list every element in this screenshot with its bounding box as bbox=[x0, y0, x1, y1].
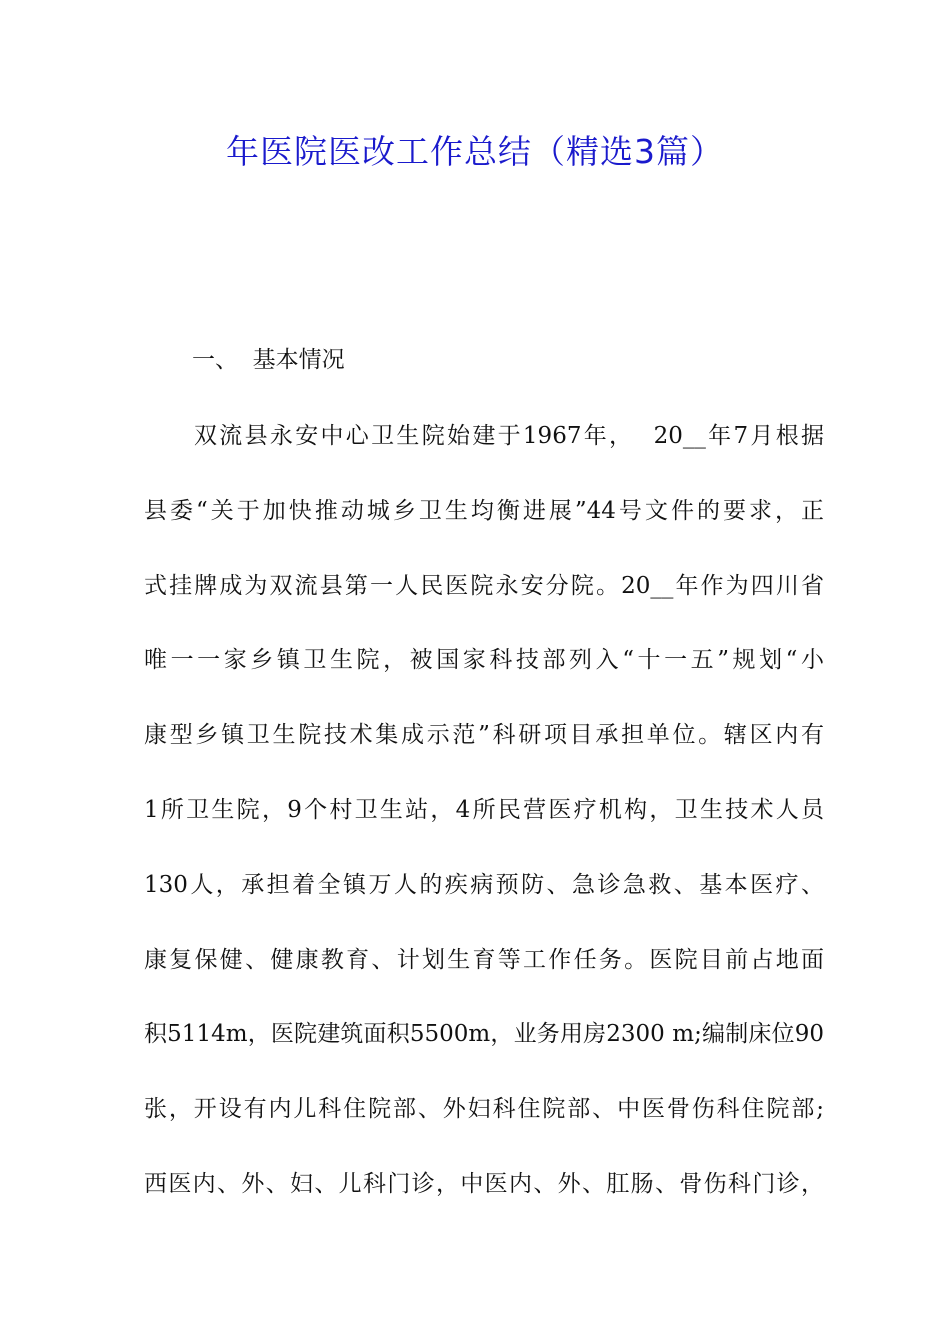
paragraph-line: 双流县永安中心卫生院始建于1967年， 20__年7月根据 bbox=[194, 423, 824, 449]
paragraph-line: 西医内、外、妇、儿科门诊，中医内、外、肛肠、骨伤科门诊， bbox=[144, 1170, 824, 1197]
paragraph-line: 康型乡镇卫生院技术集成示范”科研项目承担单位。辖区内有 bbox=[144, 722, 824, 749]
paragraph-line: 130人，承担着全镇万人的疾病预防、急诊急救、基本医疗、 bbox=[144, 871, 824, 898]
paragraph-line: 式挂牌成为双流县第一人民医院永安分院。20__年作为四川省 bbox=[144, 572, 824, 599]
paragraph-body bbox=[144, 416, 824, 1239]
document-title: 年医院医改工作总结（精选3篇） bbox=[226, 132, 724, 171]
paragraph-line: 1所卫生院，9个村卫生站，4所民营医疗机构，卫生技术人员 bbox=[144, 796, 824, 823]
paragraph-line: 康复保健、健康教育、计划生育等工作任务。医院目前占地面 bbox=[144, 946, 824, 973]
paragraph-line: 县委“关于加快推动城乡卫生均衡进展”44号文件的要求，正 bbox=[144, 497, 824, 524]
paragraph-line: 唯一一家乡镇卫生院，被国家科技部列入“十一五”规划“小 bbox=[144, 647, 824, 674]
paragraph-line: 积5114m，医院建筑面积5500m，业务用房2300 m;编制床位90 bbox=[144, 1021, 824, 1048]
paragraph-line: 张，开设有内儿科住院部、外妇科住院部、中医骨伤科住院部; bbox=[144, 1096, 824, 1123]
section-heading: 一、 基本情况 bbox=[192, 347, 345, 373]
